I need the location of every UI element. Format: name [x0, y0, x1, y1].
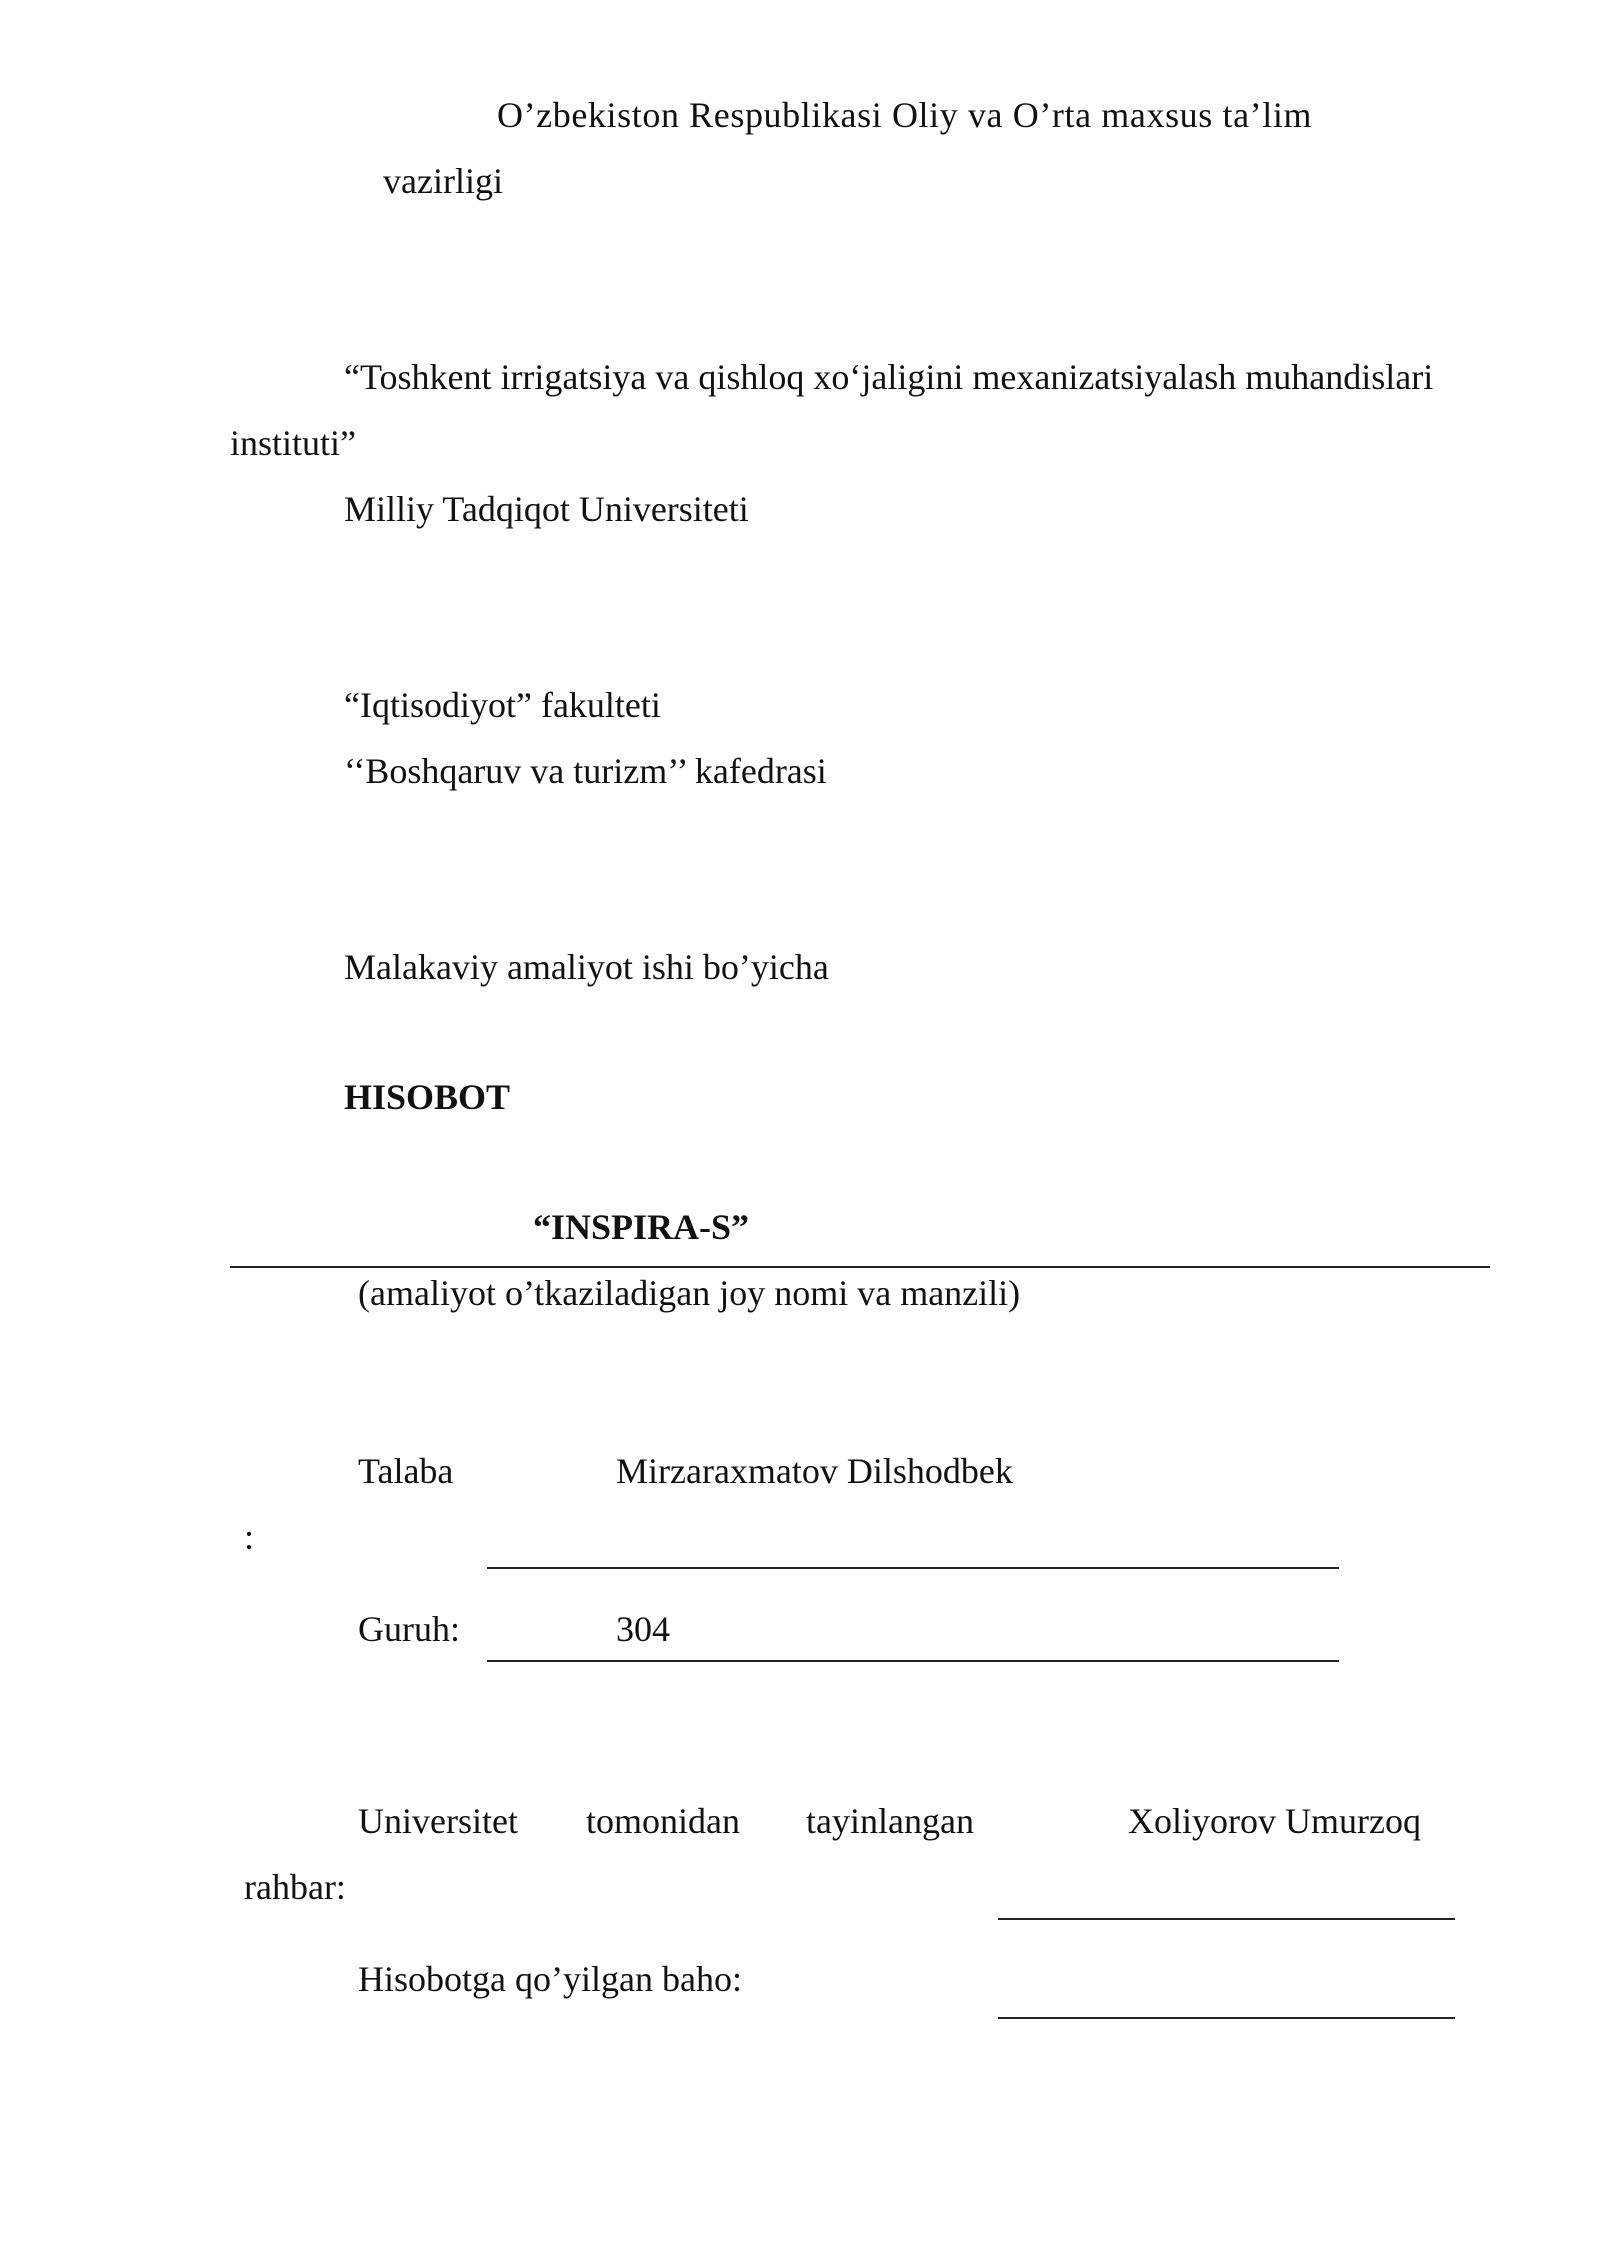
student-name-underline: [487, 1567, 1339, 1569]
institute-line-2: instituti”: [230, 423, 356, 463]
grade-underline: [998, 2017, 1455, 2019]
supervisor-underline: [998, 1918, 1455, 1920]
group-underline: [487, 1660, 1339, 1662]
ministry-line-2: vazirligi: [383, 161, 503, 201]
report-subject: Malakaviy amaliyot ishi bo’yicha: [344, 947, 829, 987]
student-label: Talaba: [358, 1451, 454, 1491]
ministry-line-1: O’zbekiston Respublikasi Oliy va O’rta maxsus ta’lim: [497, 95, 1313, 135]
supervisor-name: Xoliyorov Umurzoq: [1128, 1801, 1421, 1841]
report-title: HISOBOT: [344, 1077, 511, 1117]
supervisor-label-word-1: Universitet: [358, 1801, 518, 1841]
grade-label: Hisobotga qo’yilgan baho:: [358, 1959, 742, 1999]
university-name: Milliy Tadqiqot Universiteti: [344, 489, 749, 529]
supervisor-label-word-3: tayinlangan: [806, 1801, 974, 1841]
company-name: “INSPIRA-S”: [533, 1207, 750, 1247]
group-label: Guruh:: [358, 1609, 460, 1649]
faculty-name: “Iqtisodiyot” fakulteti: [344, 685, 661, 725]
company-caption: (amaliyot o’tkaziladigan joy nomi va manzili): [358, 1273, 1021, 1313]
student-label-colon: :: [244, 1517, 255, 1557]
institute-line-1: “Toshkent irrigatsiya va qishloq xo‘jaligini mexanizatsiyalash muhandislari: [344, 357, 1434, 397]
department-name: ‘‘Boshqaruv va turizm’’ kafedrasi: [344, 751, 827, 791]
company-underline: [230, 1266, 1490, 1268]
supervisor-label-line-2: rahbar:: [244, 1867, 346, 1907]
supervisor-label-word-2: tomonidan: [586, 1801, 740, 1841]
student-name: Mirzaraxmatov Dilshodbek: [616, 1451, 1013, 1491]
group-value: 304: [616, 1609, 670, 1649]
